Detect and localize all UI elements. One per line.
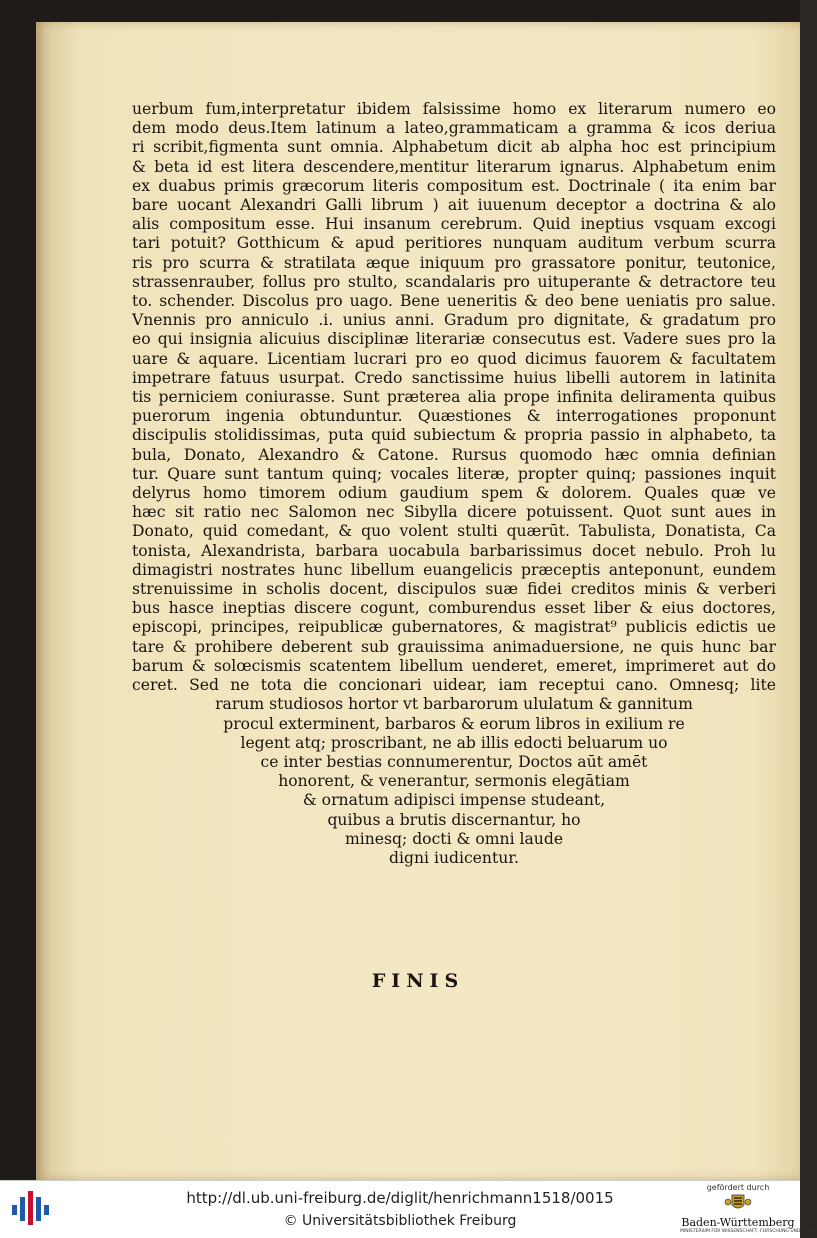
text-line: minesq; docti & omni laude [344, 829, 564, 848]
text-line: episcopi, principes, reipublicæ gubernatores, & magistrat⁹ publicis edictis ue [132, 618, 776, 637]
page-text-block [132, 100, 776, 868]
text-line: bus hasce ineptias discere cogunt, comburendus esset liber & eius doctores, [132, 599, 776, 618]
text-line: alis compositum esse. Hui insanum cerebrum. Quid ineptius vsquam excogi [132, 215, 776, 234]
text-line: tari potuit? Gotthicum & apud peritiores nunquam auditum verbum scurra [132, 234, 776, 253]
viewer-footer [0, 1180, 817, 1238]
text-line: tur. Quare sunt tantum quinq; vocales literæ, propter quinq; passiones inquit [132, 464, 776, 483]
text-line: Donato, quid comedant, & quo volent stulti quærūt. Tabulista, Donatista, Ca [132, 522, 776, 541]
text-line: tare & prohibere deberent sub grauissima animaduersione, ne quis hunc bar [132, 637, 776, 656]
book-page [36, 22, 800, 1180]
text-line: dimagistri nostrates hunc libellum euangelicis præceptis anteponunt, eundem [132, 560, 776, 579]
text-line: strassenrauber, follus pro stulto, scandalaris pro uituperante & detractore teu [132, 272, 776, 291]
text-line: quibus a brutis discernantur, ho [327, 810, 581, 829]
text-line: Vnennis pro anniculo .i. unius anni. Gradum pro dignitate, & gradatum pro [132, 311, 776, 330]
text-line: tis perniciem coniurasse. Sunt præterea alia prope infinita deliramenta quibus [132, 388, 776, 407]
text-line: barum & solœcismis scatentem libellum uenderet, emeret, imprimeret aut do [132, 656, 776, 675]
text-line: bula, Donato, Alexandro & Catone. Rursus quomodo hæc omnia definian [132, 445, 776, 464]
text-line: to. schender. Discolus pro uago. Bene ueneritis & deo bene ueniatis pro salue. [132, 292, 776, 311]
text-line: hæc sit ratio nec Salomon nec Sibylla dicere potuissent. Quot sunt aues in [132, 503, 776, 522]
sponsor-top-text: gefördert durch [706, 1183, 770, 1192]
text-line: & ornatum adipisci impense studeant, [302, 791, 606, 810]
text-line: ris pro scurra & stratilata æque iniquum pro grassatore ponitur, teutonice, [132, 253, 776, 272]
text-line: ex duabus primis græcorum literis compositum est. Doctrinale ( ita enim bar [132, 176, 776, 195]
text-line: uare & aquare. Licentiam lucrari pro eo quod dicimus fauorem & facultatem [132, 349, 776, 368]
text-line: ce inter bestias connumerentur, Doctos aūt amēt [260, 752, 648, 771]
sponsor-name: Baden-Württemberg [681, 1216, 795, 1229]
text-line: procul exterminent, barbaros & eorum libros in exilium re [223, 714, 685, 733]
text-line: strenuissime in scholis docent, discipulos suæ fidei creditos minis & verberi [132, 580, 776, 599]
text-line: & beta id est litera descendere,mentitur literarum ignarus. Alphabetum enim [132, 157, 776, 176]
text-line: legent atq; proscribant, ne ab illis edocti beluarum uo [240, 733, 668, 752]
text-line: honorent, & venerantur, sermonis elegātiam [278, 772, 630, 791]
text-line: ri scribit,figmenta sunt omnia. Alphabetum dicit ab alpha hoc est principium [132, 138, 776, 157]
sponsor-logo [680, 1183, 817, 1235]
text-line: puerorum ingenia obtunduntur. Quæstiones & interrogationes proponunt [132, 407, 776, 426]
text-line: tonista, Alexandrista, barbara uocabula barbarissimus docet nebulo. Proh lu [132, 541, 776, 560]
text-line: discipulis stolidissimas, puta quid subiectum & propria passio in alphabeto, ta [132, 426, 776, 445]
text-line: delyrus homo timorem odium gaudium spem & dolorem. Quales quæ ve [132, 484, 776, 503]
text-line: bare uocant Alexandri Galli librum ) ait iuuenum deceptor a doctrina & alo [132, 196, 776, 215]
permalink-url[interactable]: http://dl.ub.uni-freiburg.de/diglit/henrichmann1518/0015 [186, 1189, 614, 1207]
crest-icon [723, 1193, 753, 1213]
finis-heading: FINIS [371, 970, 465, 992]
text-line: ceret. Sed ne tota die concionari uidear, iam receptui cano. Omnesq; lite [132, 676, 776, 695]
text-line: dem modo deus.Item latinum a lateo,grammaticam a gramma & icos deriua [132, 119, 776, 138]
text-line: eo qui insignia alicuius disciplinæ literariæ consecutus est. Vadere sues pro la [132, 330, 776, 349]
text-line: rarum studiosos hortor vt barbarorum ululatum & gannitum [215, 695, 693, 714]
sponsor-subtitle: MINISTERIUM FÜR WISSENSCHAFT, FORSCHUNG UND KUNST [680, 1229, 817, 1234]
text-line: uerbum fum,interpretatur ibidem falsissime homo ex literarum numero eo [132, 100, 776, 118]
text-line: digni iudicentur. [389, 848, 519, 867]
text-line: impetrare fatuus usurpat. Credo sanctissime huius libelli autorem in latinita [132, 368, 776, 387]
copyright-notice: © Universitätsbibliothek Freiburg [283, 1213, 517, 1229]
